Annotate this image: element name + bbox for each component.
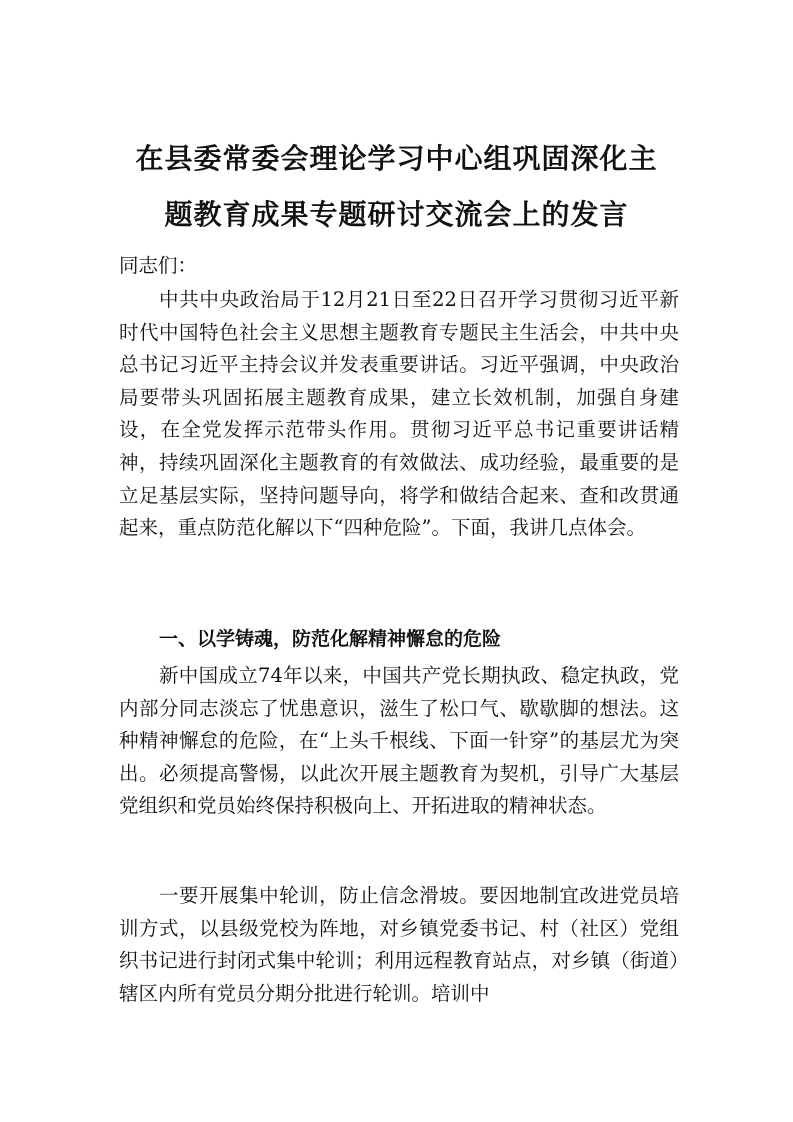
salutation: 同志们：	[119, 254, 198, 277]
section-1-heading-block	[119, 623, 679, 656]
document-title-line-1: 在县委常委会理论学习中心组巩固深化主	[135, 142, 658, 175]
document-title-line-2: 题教育成果专题研讨交流会上的发言	[164, 198, 629, 231]
intro-section	[119, 284, 679, 545]
intro-paragraph: 中共中央政治局于12月21日至22日召开学习贯彻习近平新时代中国特色社会主义思想主题教育专题民主生活会，中共中央总书记习近平主持会议并发表重要讲话。习近平强调，中央政治局要带头巩固拓展主题教育成果，建立长效机制，加强自身建设，在全党发挥示范带头作用。贯彻习近平总书记重要讲话精神，持续巩固深化主题教育的有效做法、成功经验，最重要的是立足基层实际，坚持问题导向，将学和做结合起来、查和改贯通起来，重点防范化解以下“四种危险”。下面，我讲几点体会。	[119, 288, 679, 540]
section-1-paragraph-1: 新中国成立74年以来，中国共产党长期执政、稳定执政，党内部分同志淡忘了忧患意识，滋生了松口气、歇歇脚的想法。这种精神懈怠的危险，在“上头千根线、下面一针穿”的基层尤为突出。必须提高警惕，以此次开展主题教育为契机，引导广大基层党组织和党员始终保持积极向上、开拓进取的精神状态。	[119, 664, 679, 818]
section-1-heading: 一、以学铸魂，防范化解精神懈怠的危险	[159, 628, 502, 650]
section-1-paragraph-2: 一要开展集中轮训，防止信念滑坡。要因地制宜改进党员培训方式，以县级党校为阵地，对乡镇党委书记、村（社区）党组织书记进行封闭式集中轮训；利用远程教育站点，对乡镇（街道）辖区内所有党员分期分批进行轮训。培训中	[119, 884, 679, 1005]
section-1-paragraph-2-block	[119, 880, 679, 1010]
section-1-paragraph-1-block	[119, 660, 679, 823]
